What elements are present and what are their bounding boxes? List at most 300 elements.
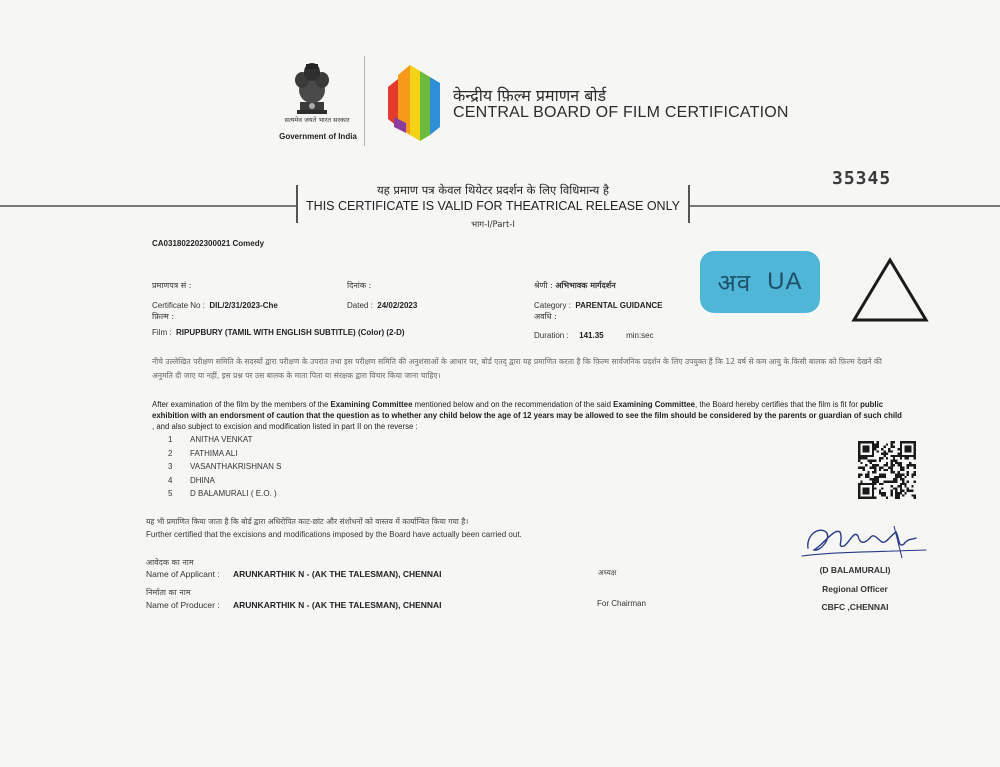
qr-module <box>874 467 876 469</box>
list-item <box>168 447 281 461</box>
qr-module <box>890 455 892 457</box>
qr-module <box>902 455 904 457</box>
member-name: DHINA <box>190 475 215 485</box>
qr-module <box>890 443 892 445</box>
qr-module <box>907 490 909 492</box>
qr-module <box>900 483 902 485</box>
qr-module <box>865 473 867 475</box>
qr-module <box>904 455 906 457</box>
qr-module <box>897 476 899 478</box>
qr-module <box>893 441 895 443</box>
qr-module <box>874 487 876 489</box>
signatory-role: Regional Officer <box>822 584 888 594</box>
qr-module <box>860 473 862 475</box>
qr-module <box>872 464 874 466</box>
qr-module <box>888 480 890 482</box>
qr-module <box>863 490 865 492</box>
qr-module <box>884 494 886 496</box>
qr-module <box>881 453 883 455</box>
qr-module <box>909 448 911 450</box>
header-divider <box>364 56 365 146</box>
further-certified-english: Further certified that the excisions and modifications imposed by the Board have actually been carried out. <box>146 530 522 539</box>
qr-module <box>909 490 911 492</box>
qr-module <box>907 441 909 443</box>
qr-module <box>890 446 892 448</box>
qr-module <box>858 460 860 462</box>
qr-module <box>865 446 867 448</box>
qr-module <box>858 450 860 452</box>
qr-module <box>911 494 913 496</box>
qr-module <box>881 473 883 475</box>
qr-module <box>897 453 899 455</box>
qr-module <box>881 483 883 485</box>
producer-value: ARUNKARTHIK N - (AK THE TALESMAN), CHENNAI <box>233 600 442 610</box>
qr-module <box>872 453 874 455</box>
category-label: Category : <box>534 301 571 310</box>
chairman-english: For Chairman <box>597 599 646 608</box>
qr-module <box>867 471 869 473</box>
qr-module <box>909 441 911 443</box>
film-field <box>152 322 405 340</box>
qr-module <box>914 457 916 459</box>
qr-module <box>884 464 886 466</box>
qr-module <box>890 462 892 464</box>
qr-module <box>865 476 867 478</box>
qr-module <box>911 485 913 487</box>
qr-module <box>900 441 902 443</box>
qr-module <box>900 467 902 469</box>
qr-module <box>872 443 874 445</box>
qr-module <box>897 485 899 487</box>
qr-module <box>902 480 904 482</box>
qr-module <box>900 457 902 459</box>
qr-module <box>914 480 916 482</box>
qr-module <box>893 460 895 462</box>
qr-module <box>881 467 883 469</box>
qr-module <box>872 487 874 489</box>
qr-module <box>881 476 883 478</box>
qr-module <box>907 473 909 475</box>
qr-module <box>860 497 862 499</box>
signatory-name: (D BALAMURALI) <box>819 565 891 575</box>
goi-english-text: Government of India <box>279 132 357 141</box>
qr-module <box>872 446 874 448</box>
qr-module <box>860 483 862 485</box>
qr-module <box>893 455 895 457</box>
qr-module <box>893 464 895 466</box>
qr-module <box>879 457 881 459</box>
qr-module <box>858 487 860 489</box>
qr-module <box>907 487 909 489</box>
qr-module <box>914 450 916 452</box>
qr-module <box>874 478 876 480</box>
qr-module <box>911 473 913 475</box>
qr-module <box>858 457 860 459</box>
qr-module <box>897 455 899 457</box>
ashoka-emblem-icon <box>286 58 338 116</box>
qr-module <box>890 471 892 473</box>
qr-module <box>907 450 909 452</box>
applicant-label: Name of Applicant : <box>146 569 220 579</box>
qr-module <box>874 497 876 499</box>
qr-module <box>902 467 904 469</box>
qr-module <box>914 448 916 450</box>
qr-module <box>904 446 906 448</box>
qr-module <box>865 497 867 499</box>
banner-line-right <box>690 205 1000 207</box>
qr-module <box>881 494 883 496</box>
committee-list <box>168 433 281 501</box>
qr-module <box>895 490 897 492</box>
qr-module <box>902 478 904 480</box>
qr-module <box>858 497 860 499</box>
qr-module <box>858 467 860 469</box>
qr-module <box>902 490 904 492</box>
banner-tick-left <box>296 185 298 223</box>
qr-module <box>865 450 867 452</box>
qr-module <box>865 448 867 450</box>
qr-module <box>884 446 886 448</box>
qr-module <box>858 448 860 450</box>
qr-module <box>890 460 892 462</box>
qr-module <box>904 476 906 478</box>
producer-hindi-label: निर्माता का नाम <box>146 588 191 597</box>
qr-module <box>900 450 902 452</box>
list-item <box>168 433 281 447</box>
validity-english: THIS CERTIFICATE IS VALID FOR THEATRICAL RELEASE ONLY <box>306 199 680 213</box>
qr-module <box>884 480 886 482</box>
qr-module <box>877 464 879 466</box>
qr-module <box>890 494 892 496</box>
qr-module <box>872 448 874 450</box>
qr-module <box>879 460 881 462</box>
qr-module <box>900 490 902 492</box>
qr-module <box>886 469 888 471</box>
qr-module <box>902 441 904 443</box>
qr-module <box>909 455 911 457</box>
qr-module <box>863 448 865 450</box>
qr-module <box>872 467 874 469</box>
cbfc-logo-icon <box>388 57 440 145</box>
qr-module <box>895 476 897 478</box>
qr-module <box>904 492 906 494</box>
member-number: 5 <box>168 489 173 499</box>
qr-module <box>867 497 869 499</box>
member-name: D BALAMURALI ( E.O. ) <box>190 489 277 499</box>
qr-code-icon <box>857 441 917 499</box>
qr-module <box>884 492 886 494</box>
member-name: FATHIMA ALI <box>190 448 238 458</box>
qr-module <box>904 457 906 459</box>
qr-module <box>914 497 916 499</box>
qr-module <box>886 497 888 499</box>
part-label: भाग-I/Part-I <box>471 220 515 230</box>
qr-module <box>904 448 906 450</box>
cert-no-value: DIL/2/31/2023-Che <box>209 301 278 310</box>
qr-module <box>877 441 879 443</box>
qr-module <box>900 453 902 455</box>
qr-module <box>890 480 892 482</box>
cert-no-label: Certificate No : <box>152 301 205 310</box>
qr-module <box>872 455 874 457</box>
qr-module <box>895 478 897 480</box>
qr-module <box>911 441 913 443</box>
list-item <box>168 474 281 488</box>
category-hindi <box>534 280 616 291</box>
qr-module <box>909 462 911 464</box>
film-hindi-label: फ़िल्म : <box>152 312 175 321</box>
qr-module <box>886 457 888 459</box>
qr-module <box>884 450 886 452</box>
qr-module <box>895 473 897 475</box>
qr-module <box>872 485 874 487</box>
qr-module <box>863 450 865 452</box>
qr-module <box>897 497 899 499</box>
duration-label: Duration : <box>534 331 569 340</box>
qr-module <box>902 494 904 496</box>
qr-module <box>872 490 874 492</box>
rating-hindi: अव <box>717 268 752 297</box>
qr-module <box>902 483 904 485</box>
category-hindi-label: श्रेणी : <box>534 281 553 290</box>
qr-module <box>888 467 890 469</box>
qr-module <box>874 448 876 450</box>
member-number: 4 <box>168 475 173 485</box>
qr-module <box>884 473 886 475</box>
triangle-icon <box>850 256 930 324</box>
qr-module <box>867 446 869 448</box>
goi-hindi-text: सत्यमेव जयते भारत सरकार <box>284 116 350 124</box>
qr-module <box>867 473 869 475</box>
qr-module <box>877 478 879 480</box>
qr-module <box>914 443 916 445</box>
hindi-certification-text: नीचे उल्लेखित परीक्षण समिति के सदस्यों द्वारा परीक्षण के उपरांत तथा इस परीक्षण समिति की अनुशंसाओं के आधार पर, बोर्ड एतद् द्वारा यह प्रमाणित करता है कि फ़िल्म सार्वजनिक प्रदर्शन के लिए उपयुक्त है कि 12 वर्ष से कम आयु के किसी बालक को फ़िल्म देखने की अनुमति दी जाए या नहीं, इस प्रश्न पर उस बालक के माता पिता या संरक्षक द्वारा विचार किया जाना चाहिए। <box>152 357 882 380</box>
certificate-code: CA031802202300021 Comedy <box>152 239 265 248</box>
signature-icon <box>800 518 930 566</box>
qr-module <box>872 494 874 496</box>
qr-module <box>879 490 881 492</box>
qr-module <box>895 462 897 464</box>
qr-module <box>877 446 879 448</box>
qr-module <box>879 467 881 469</box>
qr-module <box>858 490 860 492</box>
qr-module <box>897 492 899 494</box>
validity-hindi: यह प्रमाण पत्र केवल थियेटर प्रदर्शन के लिए विधिमान्य है <box>376 183 610 197</box>
qr-module <box>879 492 881 494</box>
qr-module <box>895 487 897 489</box>
qr-module <box>872 483 874 485</box>
qr-module <box>907 446 909 448</box>
qr-module <box>872 492 874 494</box>
qr-module <box>870 462 872 464</box>
qr-module <box>897 471 899 473</box>
qr-module <box>863 441 865 443</box>
qr-module <box>867 490 869 492</box>
qr-module <box>881 487 883 489</box>
qr-module <box>879 476 881 478</box>
qr-module <box>874 469 876 471</box>
qr-module <box>865 457 867 459</box>
qr-module <box>867 455 869 457</box>
qr-module <box>858 446 860 448</box>
qr-module <box>874 443 876 445</box>
qr-module <box>902 469 904 471</box>
signatory-office: CBFC ,CHENNAI <box>821 602 889 612</box>
qr-module <box>911 464 913 466</box>
qr-module <box>863 446 865 448</box>
qr-module <box>860 467 862 469</box>
board-name-hindi: केन्द्रीय फ़िल्म प्रमाणन बोर्ड <box>453 86 607 105</box>
qr-module <box>858 494 860 496</box>
qr-module <box>897 494 899 496</box>
qr-module <box>900 478 902 480</box>
qr-module <box>858 476 860 478</box>
qr-module <box>897 448 899 450</box>
qr-module <box>907 464 909 466</box>
serial-number: 35345 <box>832 168 892 189</box>
qr-module <box>874 471 876 473</box>
qr-module <box>870 497 872 499</box>
qr-module <box>890 441 892 443</box>
dated-field <box>347 295 417 313</box>
rating-english: UA <box>767 268 803 295</box>
list-item <box>168 460 281 474</box>
qr-module <box>914 473 916 475</box>
qr-module <box>870 483 872 485</box>
qr-module <box>867 448 869 450</box>
qr-module <box>874 460 876 462</box>
qr-module <box>879 483 881 485</box>
qr-module <box>904 450 906 452</box>
qr-module <box>872 460 874 462</box>
qr-module <box>886 453 888 455</box>
qr-module <box>888 450 890 452</box>
qr-module <box>867 492 869 494</box>
board-name-english: CENTRAL BOARD OF FILM CERTIFICATION <box>453 104 789 121</box>
qr-module <box>890 490 892 492</box>
film-label: Film : <box>152 328 172 337</box>
dated-value: 24/02/2023 <box>377 301 418 310</box>
english-certification-text <box>152 399 904 432</box>
category-value: PARENTAL GUIDANCE <box>575 301 663 310</box>
qr-module <box>858 455 860 457</box>
cert-no-hindi-label: प्रमाणपत्र सं : <box>152 281 192 290</box>
qr-module <box>860 462 862 464</box>
applicant-hindi-label: आवेदक का नाम <box>146 558 194 567</box>
qr-module <box>897 462 899 464</box>
film-value: RIPUPBURY (TAMIL WITH ENGLISH SUBTITLE) (Color) (2-D) <box>176 328 405 337</box>
qr-module <box>858 483 860 485</box>
body-committee-2: Examining Committee <box>613 400 696 409</box>
qr-module <box>872 497 874 499</box>
banner-tick-right <box>688 185 690 223</box>
qr-module <box>900 448 902 450</box>
member-number: 2 <box>168 448 173 458</box>
qr-module <box>870 467 872 469</box>
qr-module <box>907 480 909 482</box>
qr-module <box>895 492 897 494</box>
qr-module <box>914 471 916 473</box>
member-number: 1 <box>168 435 173 445</box>
qr-module <box>907 457 909 459</box>
qr-module <box>870 478 872 480</box>
producer-label: Name of Producer : <box>146 600 220 610</box>
qr-module <box>890 450 892 452</box>
qr-module <box>914 464 916 466</box>
qr-module <box>895 455 897 457</box>
qr-module <box>858 453 860 455</box>
qr-module <box>893 457 895 459</box>
qr-module <box>895 497 897 499</box>
qr-module <box>900 476 902 478</box>
qr-module <box>893 478 895 480</box>
qr-module <box>874 480 876 482</box>
qr-module <box>877 450 879 452</box>
qr-module <box>863 455 865 457</box>
body-committee: Examining Committee <box>330 400 413 409</box>
qr-module <box>914 494 916 496</box>
qr-module <box>884 469 886 471</box>
qr-module <box>890 467 892 469</box>
qr-module <box>858 443 860 445</box>
qr-module <box>900 492 902 494</box>
qr-module <box>886 443 888 445</box>
qr-module <box>900 464 902 466</box>
qr-module <box>860 480 862 482</box>
qr-module <box>890 464 892 466</box>
qr-module <box>865 490 867 492</box>
qr-module <box>867 460 869 462</box>
qr-module <box>914 446 916 448</box>
qr-module <box>900 473 902 475</box>
qr-module <box>865 487 867 489</box>
qr-module <box>865 492 867 494</box>
duration-unit: min:sec <box>626 331 654 340</box>
qr-module <box>874 476 876 478</box>
ua-rating-badge <box>700 251 820 313</box>
qr-module <box>877 443 879 445</box>
qr-module <box>900 443 902 445</box>
qr-module <box>890 485 892 487</box>
qr-module <box>881 457 883 459</box>
chairman-hindi: अध्यक्ष <box>598 568 617 577</box>
qr-module <box>911 490 913 492</box>
qr-module <box>865 464 867 466</box>
qr-module <box>884 453 886 455</box>
qr-module <box>886 462 888 464</box>
category-hindi-value: अभिभावक मार्गदर्शन <box>555 281 616 290</box>
qr-module <box>865 455 867 457</box>
qr-module <box>860 457 862 459</box>
qr-module <box>886 464 888 466</box>
qr-module <box>858 473 860 475</box>
qr-module <box>870 455 872 457</box>
qr-module <box>914 455 916 457</box>
qr-module <box>893 480 895 482</box>
qr-module <box>870 460 872 462</box>
qr-module <box>904 485 906 487</box>
qr-module <box>897 473 899 475</box>
qr-module <box>877 480 879 482</box>
qr-module <box>914 441 916 443</box>
qr-module <box>895 460 897 462</box>
qr-module <box>884 476 886 478</box>
qr-module <box>904 483 906 485</box>
qr-module <box>902 473 904 475</box>
qr-module <box>895 480 897 482</box>
qr-module <box>863 467 865 469</box>
qr-module <box>860 441 862 443</box>
